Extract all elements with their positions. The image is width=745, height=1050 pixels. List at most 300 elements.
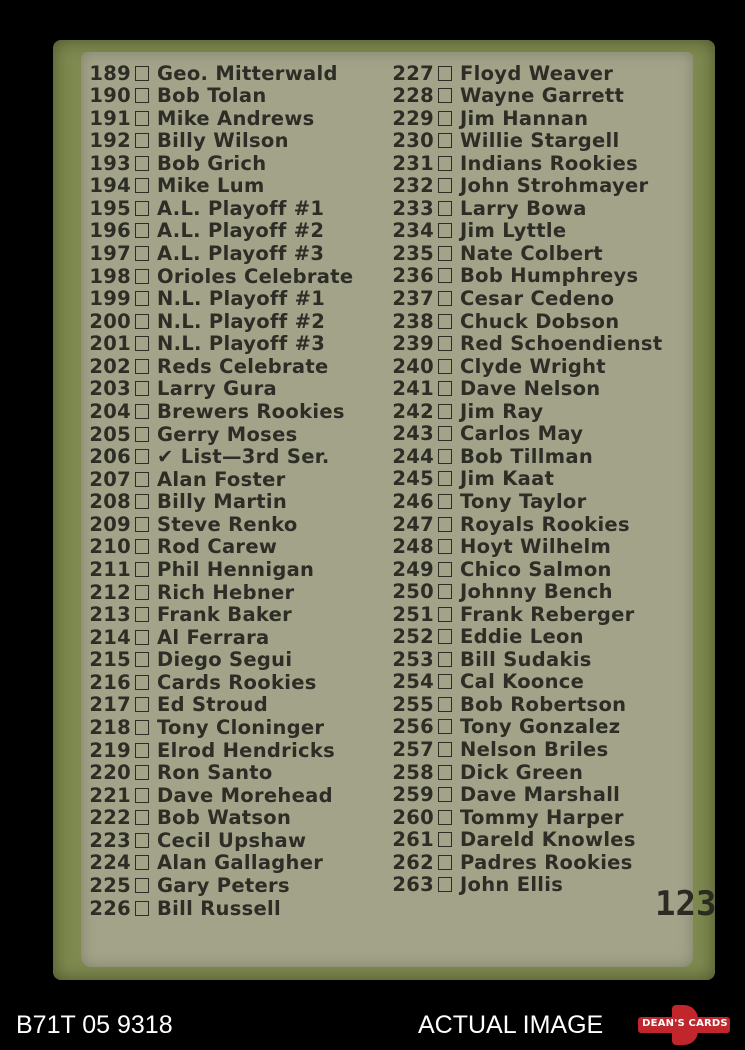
player-name: Bob Humphreys [460, 264, 639, 288]
checkbox[interactable] [135, 765, 149, 780]
player-name: Billy Martin [157, 490, 288, 514]
card-num: 244 [392, 444, 434, 468]
checkbox[interactable] [135, 675, 149, 690]
card-num: 250 [392, 580, 434, 604]
player-name: Gary Peters [157, 874, 290, 898]
checklist-row [384, 784, 689, 806]
checklist-row [384, 716, 689, 738]
checklist-row [81, 288, 386, 310]
checkbox[interactable] [438, 156, 452, 171]
player-name: Cards Rookies [157, 670, 317, 694]
player-name: Bill Russell [157, 896, 282, 920]
checkbox[interactable] [438, 426, 452, 441]
player-name: Dareld Knowles [460, 828, 636, 852]
player-name: Cal Koonce [460, 670, 585, 694]
checklist-row [81, 401, 386, 423]
card-num: 217 [89, 693, 131, 717]
checkbox[interactable] [135, 630, 149, 645]
checklist-row [384, 761, 689, 783]
player-name: A.L. Playoff #2 [157, 219, 325, 243]
logo-text: DEAN'S CARDS [642, 1018, 728, 1029]
checklist-row [384, 130, 689, 152]
checklist-row [384, 175, 689, 197]
checkbox[interactable] [438, 562, 452, 577]
player-name: Elrod Hendricks [157, 738, 336, 762]
card-num: 210 [89, 535, 131, 559]
checkbox[interactable] [135, 901, 149, 916]
card-number: 123 [655, 884, 717, 924]
checkbox[interactable] [135, 404, 149, 419]
checkbox[interactable] [135, 652, 149, 667]
card-num: 260 [392, 805, 434, 829]
checklist-row [384, 558, 689, 580]
checkbox[interactable] [135, 810, 149, 825]
card-num: 252 [392, 625, 434, 649]
player-name: Orioles Celebrate [157, 264, 354, 288]
checklist-row [81, 468, 386, 490]
checklist-row [384, 220, 689, 242]
checkbox[interactable] [135, 494, 149, 509]
card-num: 261 [392, 828, 434, 852]
card-num: 239 [392, 332, 434, 356]
checkbox[interactable] [135, 178, 149, 193]
player-name: Tony Cloninger [157, 716, 325, 740]
card-num: 200 [89, 309, 131, 333]
card-num: 235 [392, 241, 434, 265]
checklist-row [81, 130, 386, 152]
card-num: 201 [89, 332, 131, 356]
checklist-row [81, 355, 386, 377]
checkbox[interactable] [438, 629, 452, 644]
player-name: Bob Watson [157, 806, 292, 830]
player-name: Dave Nelson [460, 377, 601, 401]
checkbox[interactable] [135, 562, 149, 577]
checklist-row [81, 807, 386, 829]
checklist-row [384, 603, 689, 625]
card-num: 240 [392, 354, 434, 378]
player-name: Tony Gonzalez [460, 715, 621, 739]
checkbox[interactable] [438, 517, 452, 532]
player-name: Rich Hebner [157, 580, 295, 604]
checkbox[interactable] [438, 314, 452, 329]
checklist-row [384, 378, 689, 400]
checkbox[interactable] [135, 517, 149, 532]
player-name: Alan Foster [157, 467, 286, 491]
card-num: 242 [392, 399, 434, 423]
checkbox[interactable] [135, 336, 149, 351]
card-num: 215 [89, 648, 131, 672]
player-name: Clyde Wright [460, 354, 606, 378]
checkbox[interactable] [438, 66, 452, 81]
checkbox[interactable] [438, 133, 452, 148]
checklist-row [384, 423, 689, 445]
checkbox[interactable] [135, 314, 149, 329]
checklist-panel [81, 52, 717, 967]
card-num: 213 [89, 603, 131, 627]
checklist-row [81, 626, 386, 648]
player-name: John Strohmayer [460, 174, 649, 198]
checklist-row [384, 445, 689, 467]
player-name: Steve Renko [157, 512, 298, 536]
card-num: 198 [89, 264, 131, 288]
checklist-row [81, 175, 386, 197]
player-name: N.L. Playoff #2 [157, 309, 326, 333]
checklist-row [384, 107, 689, 129]
checklist-row [384, 739, 689, 761]
checkbox[interactable] [438, 652, 452, 667]
checkbox[interactable] [438, 855, 452, 870]
player-name: Bob Tolan [157, 84, 267, 108]
player-name: Chuck Dobson [460, 309, 620, 333]
checklist-row [384, 288, 689, 310]
checkbox[interactable] [135, 449, 149, 464]
checkbox[interactable] [135, 291, 149, 306]
player-name: Bill Sudakis [460, 647, 592, 671]
checkbox[interactable] [135, 111, 149, 126]
checklist-row [384, 400, 689, 422]
checkbox[interactable] [135, 539, 149, 554]
card-num: 258 [392, 760, 434, 784]
player-name: Johnny Bench [460, 580, 613, 604]
checklist-row [384, 851, 689, 873]
card-num: 224 [89, 851, 131, 875]
checkbox[interactable] [438, 719, 452, 734]
checkbox[interactable] [438, 246, 452, 261]
player-name: Phil Hennigan [157, 558, 315, 582]
checkbox[interactable] [438, 178, 452, 193]
card-num: 238 [392, 309, 434, 333]
checklist-row [384, 536, 689, 558]
card-num: 191 [89, 106, 131, 130]
card-num: 229 [392, 106, 434, 130]
checklist-row [81, 378, 386, 400]
checklist-row [81, 739, 386, 761]
card-num: 203 [89, 377, 131, 401]
card-num: 256 [392, 715, 434, 739]
checkbox[interactable] [438, 268, 452, 283]
player-name: N.L. Playoff #1 [157, 287, 326, 311]
card-num: 219 [89, 738, 131, 762]
card-num: 190 [89, 84, 131, 108]
player-name: Wayne Garrett [460, 84, 625, 108]
player-name: Carlos May [460, 422, 584, 446]
card-num: 193 [89, 151, 131, 175]
checkbox[interactable] [438, 111, 452, 126]
checkbox[interactable] [438, 607, 452, 622]
checkbox[interactable] [438, 381, 452, 396]
checklist-row [81, 649, 386, 671]
player-name: Dave Marshall [460, 783, 621, 807]
card-num: 263 [392, 873, 434, 897]
player-name: Larry Gura [157, 377, 277, 401]
deans-cards-logo [638, 1005, 730, 1045]
card-num: 197 [89, 242, 131, 266]
player-name: Mike Lum [157, 174, 265, 198]
checkbox[interactable] [438, 449, 452, 464]
player-name: Royals Rookies [460, 512, 630, 536]
checklist-row [81, 875, 386, 897]
player-name: Nate Colbert [460, 241, 603, 265]
checklist-row [81, 197, 386, 219]
checkbox[interactable] [438, 223, 452, 238]
sku-label: B71T 05 9318 [16, 1011, 173, 1039]
checkbox[interactable] [438, 539, 452, 554]
card-num: 254 [392, 670, 434, 694]
player-name: Nelson Briles [460, 738, 609, 761]
checklist-row [384, 874, 689, 896]
card-num: 195 [89, 196, 131, 220]
card-num: 230 [392, 129, 434, 153]
card-num: 222 [89, 806, 131, 830]
player-name: Ed Stroud [157, 693, 268, 717]
player-name: A.L. Playoff #3 [157, 242, 325, 266]
card-num: 232 [392, 174, 434, 198]
checklist-row [81, 265, 386, 287]
checkbox[interactable] [135, 223, 149, 238]
card-num: 236 [392, 264, 434, 288]
checklist-row [81, 762, 386, 784]
player-name: Alan Gallagher [157, 851, 324, 875]
card-num: 228 [392, 84, 434, 108]
checklist-row [384, 333, 689, 355]
player-name: A.L. Playoff #1 [157, 196, 325, 220]
player-name: Eddie Leon [460, 625, 584, 649]
checklist-row [81, 85, 386, 107]
checklist-row [384, 468, 689, 490]
card-num: 212 [89, 580, 131, 604]
card-num: 209 [89, 512, 131, 536]
checkbox[interactable] [135, 66, 149, 81]
checklist-row [81, 513, 386, 535]
card-num: 251 [392, 602, 434, 626]
checkbox[interactable] [135, 585, 149, 600]
card-num: 194 [89, 174, 131, 198]
player-name: Reds Celebrate [157, 354, 329, 378]
checklist-row [81, 671, 386, 693]
checklist-row [81, 897, 386, 919]
checkbox[interactable] [438, 404, 452, 419]
checkbox[interactable] [438, 877, 452, 892]
player-name: Dave Morehead [157, 783, 333, 807]
player-name: Rod Carew [157, 535, 278, 559]
checklist-row [81, 446, 386, 468]
checkbox[interactable] [135, 607, 149, 622]
checklist-row [81, 694, 386, 716]
card-num: 220 [89, 761, 131, 785]
card-num: 192 [89, 129, 131, 153]
checklist-row [81, 852, 386, 874]
checklist-row [81, 717, 386, 739]
card-num: 245 [392, 467, 434, 491]
checklist-row [384, 490, 689, 512]
checkbox[interactable] [135, 472, 149, 487]
checkbox[interactable] [438, 336, 452, 351]
checkbox[interactable] [135, 269, 149, 284]
player-name: Ron Santo [157, 761, 273, 785]
card-num: 246 [392, 489, 434, 513]
player-name: Cesar Cedeno [460, 287, 615, 310]
checklist-row [384, 806, 689, 828]
card-num: 249 [392, 557, 434, 581]
card-num: 225 [89, 874, 131, 898]
checklist-row [81, 333, 386, 355]
checkbox[interactable] [438, 787, 452, 802]
checklist-row [384, 355, 689, 377]
player-name: Red Schoendienst [460, 332, 663, 356]
player-name: Billy Wilson [157, 129, 289, 153]
player-name: Al Ferrara [157, 625, 270, 649]
card-num: 259 [392, 783, 434, 807]
checklist-row [384, 648, 689, 670]
card-num: 205 [89, 422, 131, 446]
checklist-row [384, 829, 689, 851]
checkbox[interactable] [135, 427, 149, 442]
card-num: 237 [392, 287, 434, 310]
player-name: Jim Kaat [460, 467, 555, 491]
card-num: 262 [392, 850, 434, 874]
checklist-row [81, 152, 386, 174]
player-name: Cecil Upshaw [157, 828, 307, 852]
checklist-row [81, 536, 386, 558]
checklist-row [384, 197, 689, 219]
checkbox[interactable] [135, 201, 149, 216]
checkbox[interactable] [438, 471, 452, 486]
card-num: 234 [392, 219, 434, 243]
checklist-row [81, 62, 386, 84]
checklist-row [81, 559, 386, 581]
checklist-row [81, 107, 386, 129]
checkbox[interactable] [135, 697, 149, 712]
checklist-row [384, 513, 689, 535]
player-name: Brewers Rookies [157, 400, 345, 424]
checkbox[interactable] [438, 88, 452, 103]
checkbox[interactable] [438, 765, 452, 780]
checklist-row [384, 693, 689, 715]
player-name: Frank Baker [157, 603, 293, 627]
player-name: Floyd Weaver [460, 61, 614, 85]
checklist-row [81, 310, 386, 332]
card-num: 214 [89, 625, 131, 649]
player-name: Jim Hannan [460, 106, 589, 130]
checklist-row [81, 581, 386, 603]
player-name: Bob Robertson [460, 692, 627, 716]
player-name: Jim Ray [460, 399, 544, 423]
checklist-row [384, 581, 689, 603]
checkbox[interactable] [135, 788, 149, 803]
checkbox[interactable] [438, 742, 452, 757]
player-name: Tony Taylor [460, 489, 587, 513]
player-name: Geo. Mitterwald [157, 61, 338, 85]
card-num: 216 [89, 670, 131, 694]
card-num: 206 [89, 445, 131, 469]
card-num: 199 [89, 287, 131, 311]
player-name: Willie Stargell [460, 129, 620, 153]
player-name: Indians Rookies [460, 151, 639, 175]
card-num: 255 [392, 692, 434, 716]
card-num: 241 [392, 377, 434, 401]
checkbox[interactable] [438, 832, 452, 847]
card-num: 208 [89, 490, 131, 514]
checkbox[interactable] [438, 697, 452, 712]
checklist-row [384, 671, 689, 693]
checklist-row [81, 491, 386, 513]
card-num: 202 [89, 354, 131, 378]
player-name: Larry Bowa [460, 196, 587, 220]
checkbox[interactable] [135, 833, 149, 848]
checkbox[interactable] [438, 674, 452, 689]
card-num: 196 [89, 219, 131, 243]
checklist-row [81, 220, 386, 242]
player-name: Gerry Moses [157, 422, 298, 446]
card-num: 223 [89, 828, 131, 852]
checkbox[interactable] [438, 494, 452, 509]
card-num: 248 [392, 535, 434, 559]
checkbox[interactable] [135, 133, 149, 148]
checkbox[interactable] [135, 720, 149, 735]
checklist-card [53, 40, 715, 980]
checklist-row [384, 242, 689, 264]
checkbox[interactable] [135, 156, 149, 171]
checklist-row [384, 310, 689, 332]
checkbox[interactable] [438, 291, 452, 306]
player-name: N.L. Playoff #3 [157, 332, 326, 356]
checkbox[interactable] [135, 359, 149, 374]
checkbox[interactable] [438, 359, 452, 374]
card-num: 233 [392, 196, 434, 220]
card-num: 221 [89, 783, 131, 807]
card-num: 211 [89, 558, 131, 582]
checkbox[interactable] [135, 88, 149, 103]
checkbox[interactable] [135, 743, 149, 758]
player-name: ✔ List—3rd Ser. [157, 445, 330, 469]
card-num: 253 [392, 647, 434, 671]
player-name: Jim Lyttle [460, 219, 567, 243]
player-name: Frank Reberger [460, 602, 635, 626]
card-num: 231 [392, 151, 434, 175]
player-name: Chico Salmon [460, 557, 612, 581]
card-num: 218 [89, 716, 131, 740]
card-num: 204 [89, 400, 131, 424]
player-name: Bob Grich [157, 151, 267, 175]
checkbox[interactable] [438, 201, 452, 216]
player-name: Padres Rookies [460, 850, 633, 874]
checkbox[interactable] [135, 855, 149, 870]
checkbox[interactable] [438, 810, 452, 825]
checklist-row [81, 784, 386, 806]
card-num: 189 [89, 61, 131, 85]
card-num: 207 [89, 467, 131, 491]
checklist-row [384, 85, 689, 107]
player-name: Dick Green [460, 760, 584, 784]
checklist-row [81, 243, 386, 265]
actual-image-label: ACTUAL IMAGE [418, 1011, 604, 1039]
checkbox[interactable] [135, 878, 149, 893]
player-name: John Ellis [460, 873, 564, 897]
checklist-row [81, 829, 386, 851]
checklist-row [384, 626, 689, 648]
checklist-row [81, 604, 386, 626]
player-name: Hoyt Wilhelm [460, 535, 612, 559]
player-name: Tommy Harper [460, 805, 624, 829]
checkbox[interactable] [438, 584, 452, 599]
checklist-row [384, 62, 689, 84]
checkbox[interactable] [135, 381, 149, 396]
card-num: 227 [392, 61, 434, 85]
player-name: Bob Tillman [460, 444, 594, 468]
checkbox[interactable] [135, 246, 149, 261]
checklist-row [384, 152, 689, 174]
checklist-row [81, 423, 386, 445]
